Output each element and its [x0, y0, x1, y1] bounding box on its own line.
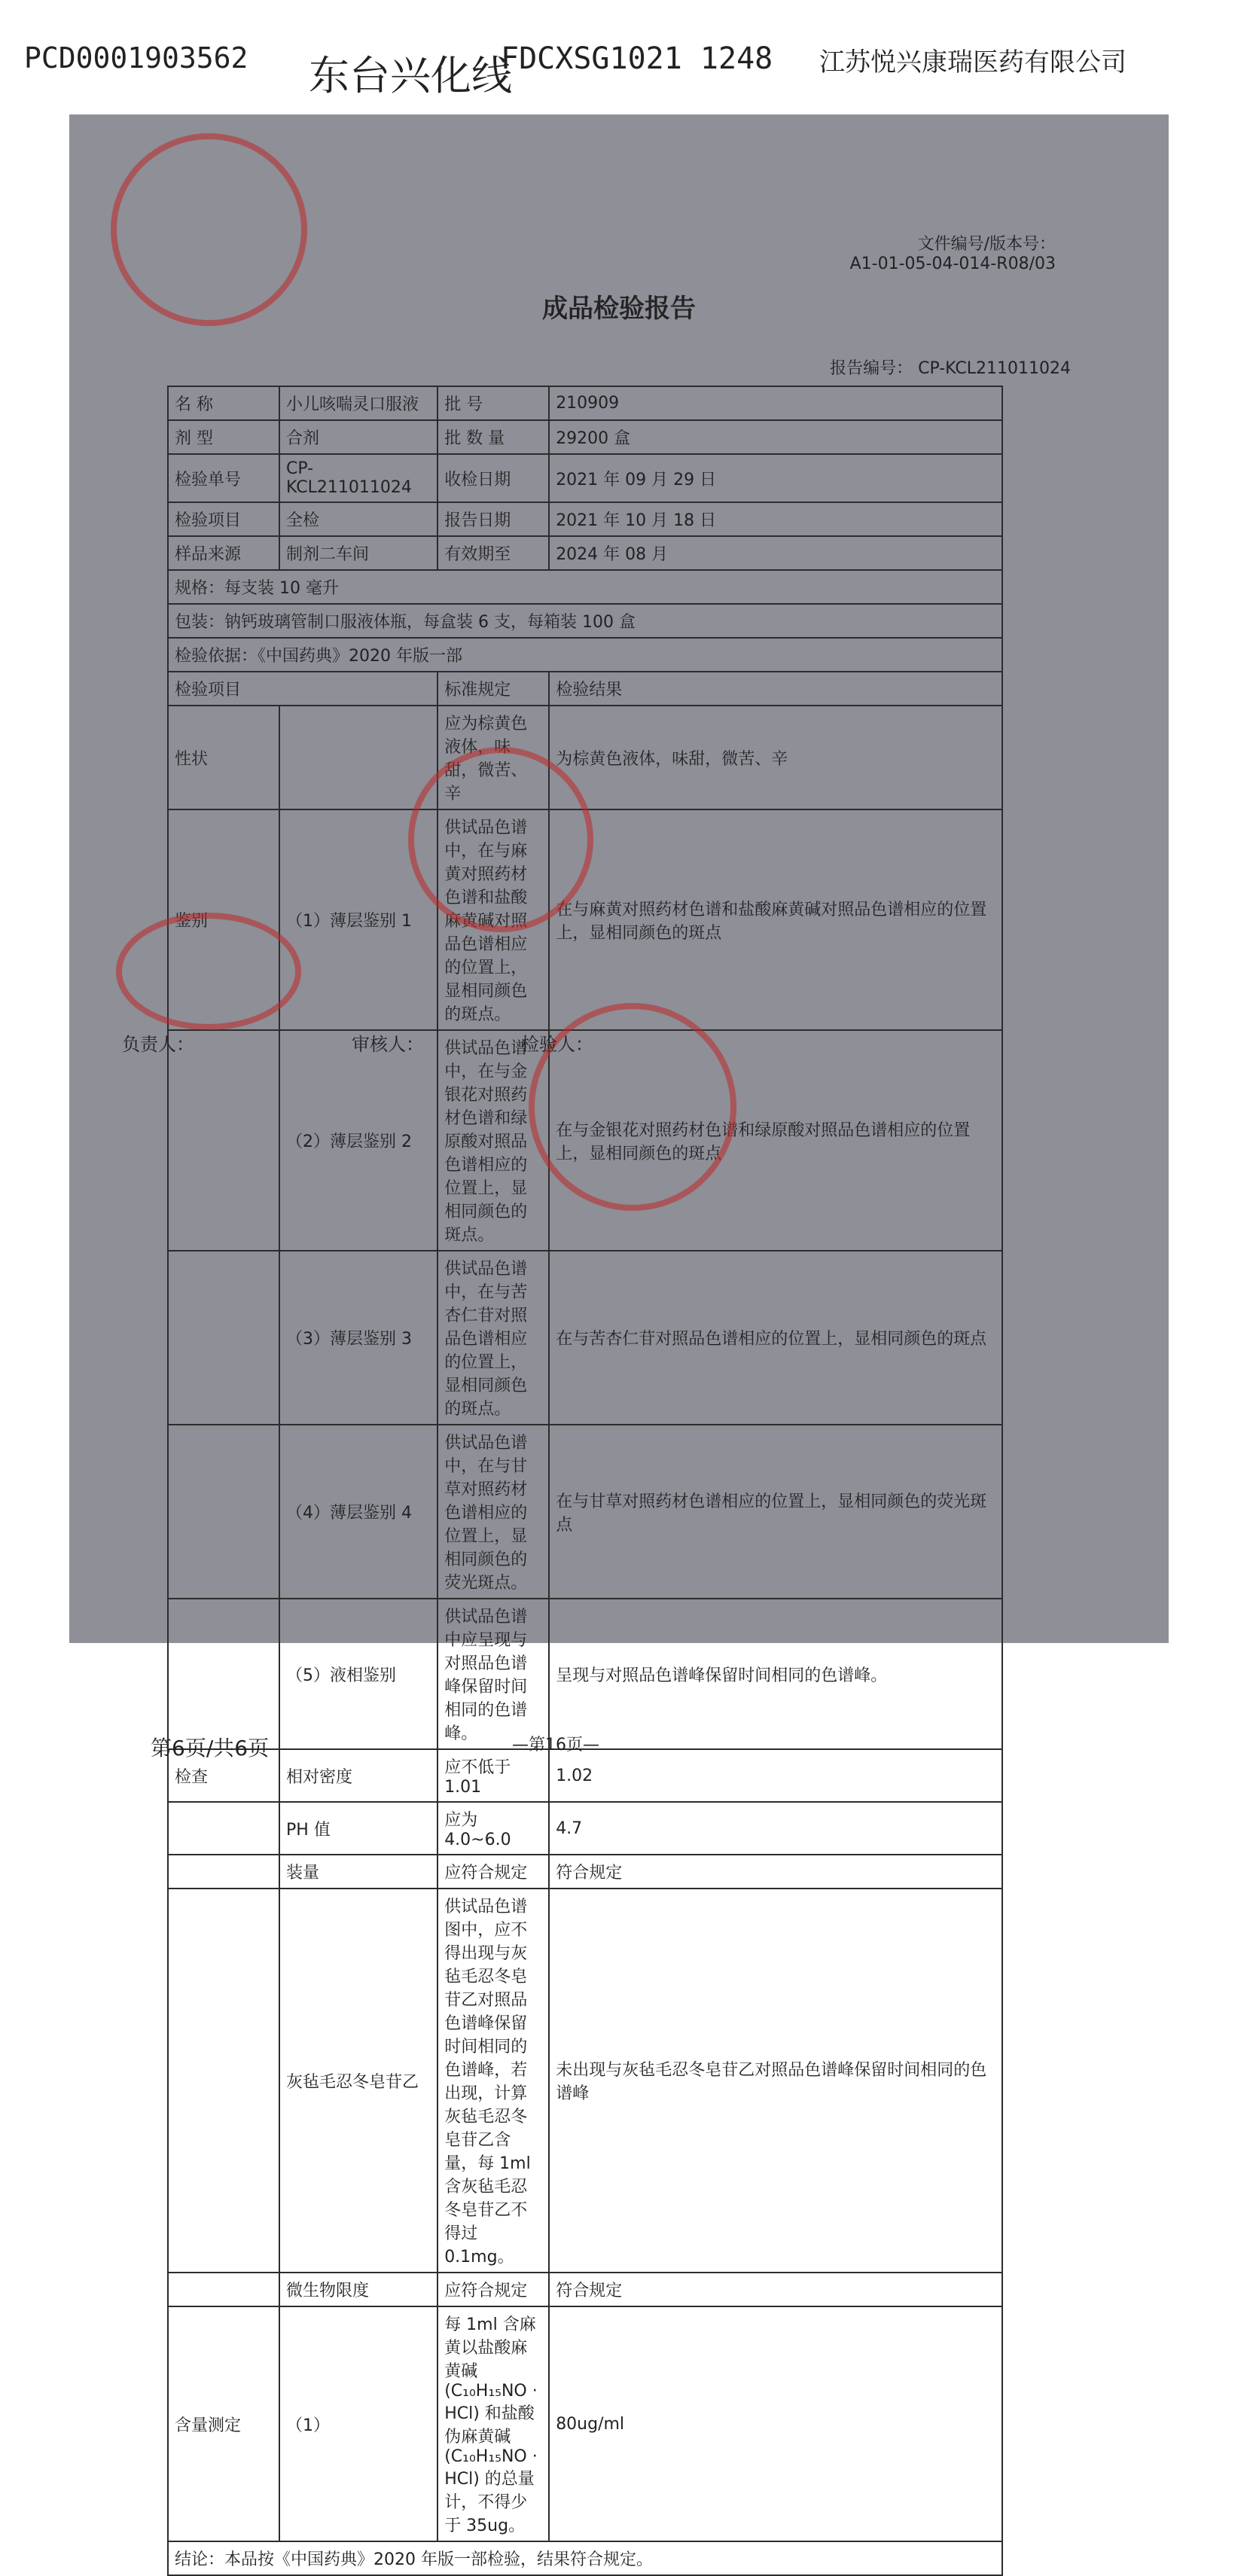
table-row: （4）薄层鉴别 4 供试品色谱中，在与甘草对照药材色谱相应的位置上，显相同颜色的荧光斑点。 在与甘草对照药材色谱相应的位置上，显相同颜色的荧光斑点: [168, 1425, 1002, 1599]
table-row: （2）薄层鉴别 2 供试品色谱中，在与金银花对照药材色谱和绿原酸对照品色谱相应的位置上，显相同颜色的斑点。 在与金银花对照药材色谱和绿原酸对照品色谱相应的位置上，显相同颜色的斑点: [168, 1030, 1002, 1251]
owner-label: 负责人：: [122, 1034, 194, 1055]
table-row: 微生物限度 应符合规定 符合规定: [168, 2273, 1002, 2306]
header-route-code: FDCXSG1021 1248: [501, 41, 773, 76]
table-row: PH 值 应为 4.0~6.0 4.7: [168, 1802, 1002, 1855]
table-row: 性状 应为棕黄色液体，味甜，微苦、辛 为棕黄色液体，味甜，微苦、辛: [168, 706, 1002, 809]
header-title: 东台兴化线: [309, 52, 512, 99]
table-row: 灰毡毛忍冬皂苷乙 供试品色谱图中，应不得出现与灰毡毛忍冬皂苷乙对照品色谱峰保留时间相同的色谱峰，若出现，计算灰毡毛忍冬皂苷乙含量，每 1ml 含灰毡毛忍冬皂苷乙不得过 0.1mg。 未出现与灰毡毛忍冬皂苷乙对照品色谱峰保留时间相同的色谱峰: [168, 1889, 1002, 2273]
table-row: （5）液相鉴别 供试品色谱中应呈现与对照品色谱峰保留时间相同的色谱峰。 呈现与对照品色谱峰保留时间相同的色谱峰。: [168, 1599, 1002, 1749]
page-footer: 第6页/共6页: [151, 1736, 270, 1761]
checker-label: 检验人：: [521, 1034, 593, 1055]
reviewer-label: 审核人：: [352, 1034, 424, 1055]
report-table: 名 称 小儿咳喘灵口服液 批 号 210909 剂 型 合剂 批 数 量 29200 盒 检验单号 CP-KCL211011024 收检日期 2021 年 09 月 29 日 检验项目 全检 报告日期 2021 年 10 月 18 日 样品来源 制剂二车间 有效期至 2024 年 08 月 规格：每支装 10 毫升 包装：钠钙玻璃管制口服液体瓶，每盒装 6 支，每箱装 100 盒 检验依据：《中国药典》2020 年版一部 检验项目 标准规定 检验结果 性状 应为棕黄色液体，味甜，微苦、辛 为棕黄色液体，味甜，微苦、辛 鉴别 （1）薄层鉴别 1 供试品色谱中，在与麻黄对照药材色谱和盐酸麻黄碱对照品色谱相应的位置上，显相同颜色的斑点。 在与麻黄对照药材色谱和盐酸麻黄碱对照品色谱相应的位置上，显相同颜色的斑点 （2）薄层鉴别 2 供试品色谱中，在与金银花对照药材色谱和绿原酸对照品色谱相应的位置上，显相同颜色的斑点。 在与金银花对照药材色谱和绿原酸对照品色谱相应的位置上，显相同颜色的斑点 （3）薄层鉴别 3 供试品色谱中，在与苦杏仁苷对照品色谱相应的位置上，显相同颜色的斑点。 在与苦杏仁苷对照品色谱相应的位置上，显相同颜色的斑点 （4）薄层鉴别 4 供试品色谱中，在与甘草对照药材色谱相应的位置上，显相同颜色的荧光斑点。 在与甘草对照药材色谱相应的位置上，显相同颜色的荧光斑点 （5）液相鉴别 供试品色谱中应呈现与对照品色谱峰保留时间相同的色谱峰。 呈现与对照品色谱峰保留时间相同的色谱峰。 检查 相对密度 应不低于 1.01 1.02 PH 值 应为 4.0~6.0 4.7 装量 应符合规定 符合规定 灰毡毛忍冬皂苷乙 供试品色谱图中，应不得出现与灰毡毛忍冬皂苷乙对照品色谱峰保留时间相同的色谱峰，若出现，计算灰毡毛忍冬皂苷乙含量，每 1ml 含灰毡毛忍冬皂苷乙不得过 0.1mg。 未出现与灰毡毛忍冬皂苷乙对照品色谱峰保留时间相同的色谱峰 微生物限度 应符合规定 符合规定 含量测定 （1） 每 1ml 含麻黄以盐酸麻黄碱(C₁₀H₁₅NO · HCl) 和盐酸伪麻黄碱(C₁₀H₁₅NO · HCl) 的总量计，不得少于 35ug。 80ug/ml 结论：本品按《中国药典》2020 年版一部检验，结果符合规定。: [167, 386, 1003, 2576]
company-name: 江苏悦兴康瑞医药有限公司: [819, 47, 1126, 78]
doc-number: 文件编号/版本号： A1-01-05-04-014-R08/03: [849, 235, 1056, 273]
table-row: 含量测定 （1） 每 1ml 含麻黄以盐酸麻黄碱(C₁₀H₁₅NO · HCl) 和盐酸伪麻黄碱(C₁₀H₁₅NO · HCl) 的总量计，不得少于 35ug。 80ug/ml: [168, 2306, 1002, 2541]
table-row: 装量 应符合规定 符合规定: [168, 1855, 1002, 1889]
red-seal-center: [408, 747, 593, 932]
table-row: （3）薄层鉴别 3 供试品色谱中，在与苦杏仁苷对照品色谱相应的位置上，显相同颜色的斑点。 在与苦杏仁苷对照品色谱相应的位置上，显相同颜色的斑点: [168, 1251, 1002, 1425]
header-code: PCD0001903562: [24, 41, 248, 75]
report-number: 报告编号： CP-KCL211011024: [830, 359, 1071, 378]
black-seal: [116, 913, 301, 1030]
page-footer-center: —第16页—: [512, 1736, 599, 1754]
table-row: 检查 相对密度 应不低于 1.01 1.02: [168, 1749, 1002, 1802]
report-title: 成品检验报告: [542, 294, 696, 324]
table-row: 鉴别 （1）薄层鉴别 1 供试品色谱中，在与麻黄对照药材色谱和盐酸麻黄碱对照品色谱相应的位置上，显相同颜色的斑点。 在与麻黄对照药材色谱和盐酸麻黄碱对照品色谱相应的位置上，显相同颜色的斑点: [168, 809, 1002, 1030]
